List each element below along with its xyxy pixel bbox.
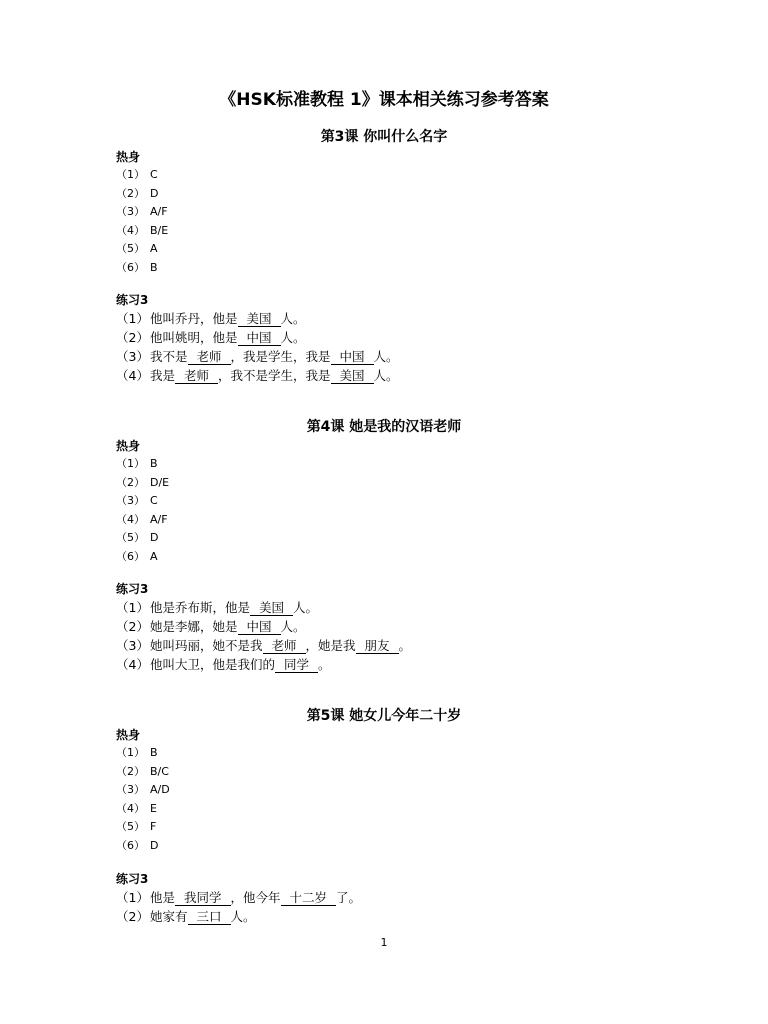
answer-item <box>116 222 676 241</box>
answer-item <box>116 455 676 474</box>
item-number: （4） <box>116 801 145 815</box>
fill-in-blank-answer: 十二岁 <box>281 890 337 906</box>
answer-item <box>116 492 676 511</box>
sentence-text: 他是乔布斯，他是 <box>150 600 251 615</box>
sentence-text: 人。 <box>373 368 399 383</box>
answer-text: D <box>150 531 159 544</box>
fill-in-blank-answer: 同学 <box>275 657 318 673</box>
sentence-text: ，他今年 <box>230 890 281 905</box>
warmup-heading: 热身 <box>116 728 141 742</box>
lesson-4-warmup <box>116 437 676 566</box>
sentence-text: 他叫乔丹，他是 <box>150 311 238 326</box>
answer-text: B/E <box>150 223 169 237</box>
lesson-title: 第4课 她是我的汉语老师 <box>306 419 462 435</box>
fill-in-blank-answer: 美国 <box>238 311 281 327</box>
sentence-text: 她家有 <box>150 909 188 924</box>
exercise-item <box>116 598 676 617</box>
lesson-4 <box>0 416 768 438</box>
item-number: （2） <box>116 186 145 200</box>
answer-item <box>116 203 676 222</box>
sentence-text: 她是李娜，她是 <box>150 619 238 634</box>
sentence-text: 人。 <box>293 600 319 615</box>
item-number: （2） <box>116 764 145 778</box>
item-number: （6） <box>116 260 145 274</box>
item-number: （1） <box>116 890 149 905</box>
fill-in-blank-answer: 朋友 <box>356 638 399 654</box>
item-number: （5） <box>116 820 145 833</box>
fill-in-blank-answer: 我同学 <box>175 890 231 906</box>
sentence-text: 人。 <box>373 349 399 364</box>
exercise-heading: 练习3 <box>116 582 149 596</box>
item-number: （3） <box>116 349 149 364</box>
fill-in-blank-answer: 美国 <box>250 600 293 616</box>
answer-item <box>116 548 676 567</box>
fill-in-blank-answer: 美国 <box>331 368 374 384</box>
warmup-heading: 热身 <box>116 439 141 453</box>
sentence-text: 我不是 <box>150 349 188 364</box>
sentence-text: ，我不是学生，我是 <box>218 368 331 383</box>
answer-text: A/D <box>150 783 170 796</box>
answer-item <box>116 818 676 837</box>
answer-text: C <box>150 168 158 181</box>
lesson-4-exercise <box>116 580 676 674</box>
sentence-text: 人。 <box>280 311 306 326</box>
sentence-text: 他叫大卫，他是我们的 <box>150 657 276 672</box>
sentence-text: 。 <box>318 657 331 672</box>
answer-text: B <box>150 260 158 274</box>
answer-text: F <box>150 820 157 833</box>
sentence-text: 他是 <box>150 890 176 905</box>
answer-text: C <box>150 494 158 507</box>
answer-item <box>116 166 676 185</box>
answer-text: B <box>150 457 158 470</box>
answer-text: E <box>150 801 157 815</box>
item-number: （1） <box>116 457 145 470</box>
exercise-heading: 练习3 <box>116 293 149 307</box>
item-number: （1） <box>116 600 149 615</box>
item-number: （6） <box>116 838 145 852</box>
exercise-item <box>116 907 676 926</box>
lesson-5-warmup <box>116 726 676 855</box>
sentence-text: 他叫姚明，他是 <box>150 330 238 345</box>
page-number: 1 <box>380 936 388 949</box>
lesson-3-warmup <box>116 148 676 277</box>
sentence-text: 人。 <box>280 330 306 345</box>
sentence-text: 了。 <box>336 890 362 905</box>
item-number: （1） <box>116 746 145 759</box>
exercise-item <box>116 617 676 636</box>
fill-in-blank-answer: 老师 <box>188 349 231 365</box>
item-number: （3） <box>116 638 149 653</box>
answer-text: A/F <box>150 205 168 218</box>
item-number: （4） <box>116 223 145 237</box>
sentence-text: 我是 <box>150 368 176 383</box>
item-number: （5） <box>116 531 145 544</box>
answer-text: D <box>150 838 159 852</box>
answer-item <box>116 259 676 278</box>
exercise-item <box>116 366 676 385</box>
lesson-5-exercise <box>116 870 676 926</box>
answer-item <box>116 529 676 548</box>
answer-item <box>116 240 676 259</box>
exercise-item <box>116 888 676 907</box>
item-number: （4） <box>116 657 149 672</box>
sentence-text: 人。 <box>230 909 256 924</box>
answer-item <box>116 763 676 782</box>
item-number: （6） <box>116 549 145 563</box>
answer-text: A <box>150 242 158 255</box>
answer-text: B <box>150 746 158 759</box>
answer-text: D/E <box>150 475 170 489</box>
sentence-text: 。 <box>398 638 412 653</box>
lesson-3-exercise <box>116 291 676 385</box>
sentence-text: ，她是我 <box>305 638 356 653</box>
fill-in-blank-answer: 三口 <box>188 909 231 925</box>
fill-in-blank-answer: 中国 <box>331 349 374 365</box>
exercise-heading: 练习3 <box>116 872 149 886</box>
answer-item <box>116 511 676 530</box>
item-number: （2） <box>116 619 149 634</box>
answer-item <box>116 837 676 856</box>
sentence-text: 她叫玛丽，她不是我 <box>150 638 263 653</box>
lesson-5 <box>0 705 768 727</box>
answer-text: B/C <box>150 764 169 778</box>
lesson-title: 第3课 你叫什么名字 <box>320 129 448 145</box>
lesson-3 <box>0 126 768 148</box>
item-number: （4） <box>116 512 145 526</box>
item-number: （3） <box>116 205 145 218</box>
lesson-title: 第5课 她女儿今年二十岁 <box>306 708 462 724</box>
answer-item <box>116 185 676 204</box>
exercise-item <box>116 328 676 347</box>
answer-text: D <box>150 186 159 200</box>
exercise-item <box>116 655 676 674</box>
answer-item <box>116 474 676 493</box>
item-number: （2） <box>116 330 149 345</box>
answer-item <box>116 781 676 800</box>
item-number: （3） <box>116 783 145 796</box>
item-number: （3） <box>116 494 145 507</box>
item-number: （1） <box>116 311 149 326</box>
sentence-text: ，我是学生，我是 <box>230 349 331 364</box>
answer-item <box>116 744 676 763</box>
answer-item <box>116 800 676 819</box>
sentence-text: 人。 <box>280 619 306 634</box>
warmup-heading: 热身 <box>116 150 141 164</box>
item-number: （1） <box>116 168 145 181</box>
item-number: （2） <box>116 475 145 489</box>
exercise-item <box>116 309 676 328</box>
item-number: （5） <box>116 242 145 255</box>
fill-in-blank-answer: 中国 <box>238 619 281 635</box>
fill-in-blank-answer: 中国 <box>238 330 281 346</box>
exercise-item <box>116 636 676 655</box>
item-number: （2） <box>116 909 149 924</box>
document-title: 《HSK标准教程 1》课本相关练习参考答案 <box>219 90 549 110</box>
fill-in-blank-answer: 老师 <box>263 638 306 654</box>
answer-text: A <box>150 549 158 563</box>
fill-in-blank-answer: 老师 <box>175 368 218 384</box>
item-number: （4） <box>116 368 149 383</box>
exercise-item <box>116 347 676 366</box>
answer-text: A/F <box>150 512 168 526</box>
